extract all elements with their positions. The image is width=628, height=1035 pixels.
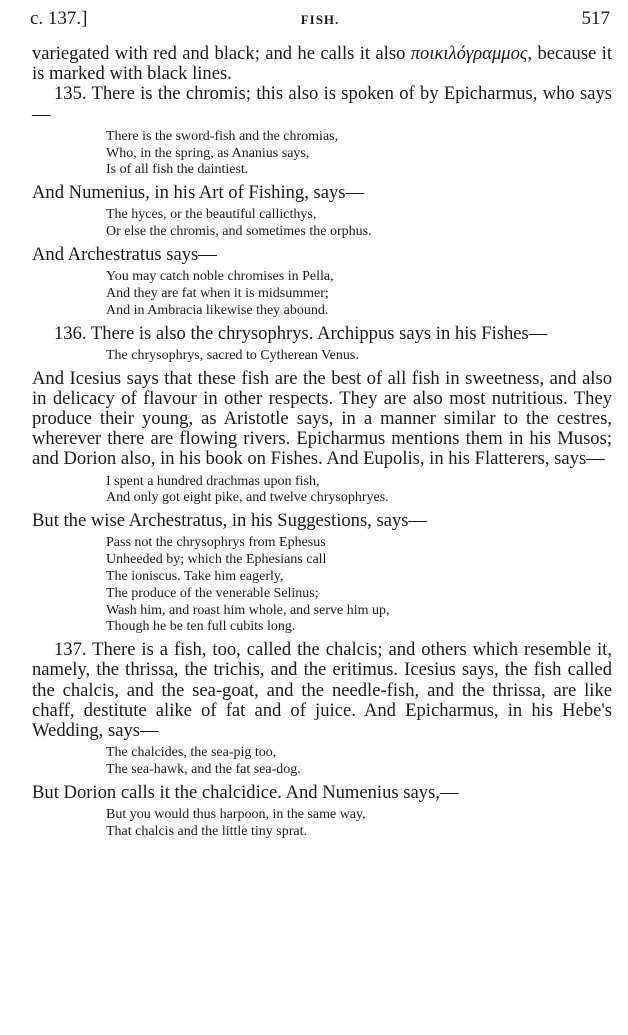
verse-line: There is the sword-fish and the chromias, <box>106 128 339 144</box>
greek-word: ποικιλόγραμμος <box>410 43 528 64</box>
verse-line: The chalcides, the sea-pig too, <box>106 745 277 761</box>
verse-line: Who, in the spring, as Ananius says, <box>106 145 310 161</box>
verse-line: You may catch noble chromises in Pella, <box>106 269 334 285</box>
paragraph: But the wise Archestratus, in his Suggestions, says— <box>32 510 428 532</box>
verse-line: And only got eight pike, and twelve chrysophryes. <box>106 490 389 506</box>
verse-line: Unheeded by; which the Ephesians call <box>106 552 327 568</box>
verse-line: And in Ambracia likewise they abound. <box>106 302 329 318</box>
verse-quote <box>32 535 612 636</box>
verse-quote <box>32 269 612 319</box>
verse-line: But you would thus harpoon, in the same way, <box>106 807 366 822</box>
verse-line: Is of all fish the daintiest. <box>106 162 249 178</box>
verse-line: The chrysophrys, sacred to Cytherean Venus. <box>106 347 359 363</box>
paragraph: 136. There is also the chrysophrys. Archippus says in his Fishes— <box>54 322 548 344</box>
verse-line: The produce of the venerable Selinus; <box>106 585 319 601</box>
verse-line: The sea-hawk, and the fat sea-dog. <box>106 762 301 777</box>
verse-line: Wash him, and roast him whole, and serve him up, <box>106 602 390 618</box>
verse-quote <box>32 348 612 365</box>
chapter-marker: c. 137.] <box>30 8 88 29</box>
verse-line: That chalcis and the little tiny sprat. <box>106 823 307 839</box>
verse-line: I spent a hundred drachmas upon fish, <box>106 473 320 489</box>
running-title: FISH. <box>300 12 340 27</box>
paragraph: 135. There is the chromis; this also is spoken of by Epicharmus, who says— <box>32 83 612 125</box>
verse-quote <box>32 745 612 779</box>
page-body <box>32 44 612 845</box>
verse-line: And they are fat when it is midsummer; <box>106 286 329 301</box>
page-header <box>30 6 610 32</box>
verse-line: Pass not the chrysophrys from Ephesus <box>106 535 326 551</box>
paragraph: 137. There is a fish, too, called the chalcis; and others which resemble it, namely, the thrissa, the trichis, and the eritimus. Icesius says, the fish called the chalcis, and the sea-goat, and the needle-fish, and the thrissa, are like chaff, destitute alike of fat and of juice. And Epicharmus, in his Hebe's Wedding, says— <box>32 639 612 741</box>
verse-line: Though he be ten full cubits long. <box>106 619 296 635</box>
verse-quote <box>32 129 612 179</box>
verse-quote <box>32 207 612 241</box>
paragraph: variegated with red and black; and he calls it also ποικιλόγραμμος, because it is marked with black lines. <box>32 43 612 85</box>
paragraph: But Dorion calls it the chalcidice. And Numenius says,— <box>32 781 459 803</box>
verse-line: Or else the chromis, and sometimes the orphus. <box>106 224 372 240</box>
paragraph: And Numenius, in his Art of Fishing, says— <box>32 182 365 204</box>
verse-line: The hyces, or the beautiful callicthys, <box>106 207 317 223</box>
verse-quote <box>32 807 612 841</box>
paragraph: And Archestratus says— <box>32 244 217 265</box>
page-number: 517 <box>581 8 610 29</box>
verse-line: The ioniscus. Take him eagerly, <box>106 569 284 584</box>
paragraph: And Icesius says that these fish are the best of all fish in sweetness, and also in delicacy of flavour in other respects. They are also most nutritious. They produce their young, as Aristotle says, in a manner similar to the cestres, wherever there are flowing rivers. Epicharmus mentions them in his Musos; and Dorion also, in his book on Fishes. And Eupolis, in his Flatterers, says— <box>32 367 612 470</box>
verse-quote <box>32 474 612 508</box>
